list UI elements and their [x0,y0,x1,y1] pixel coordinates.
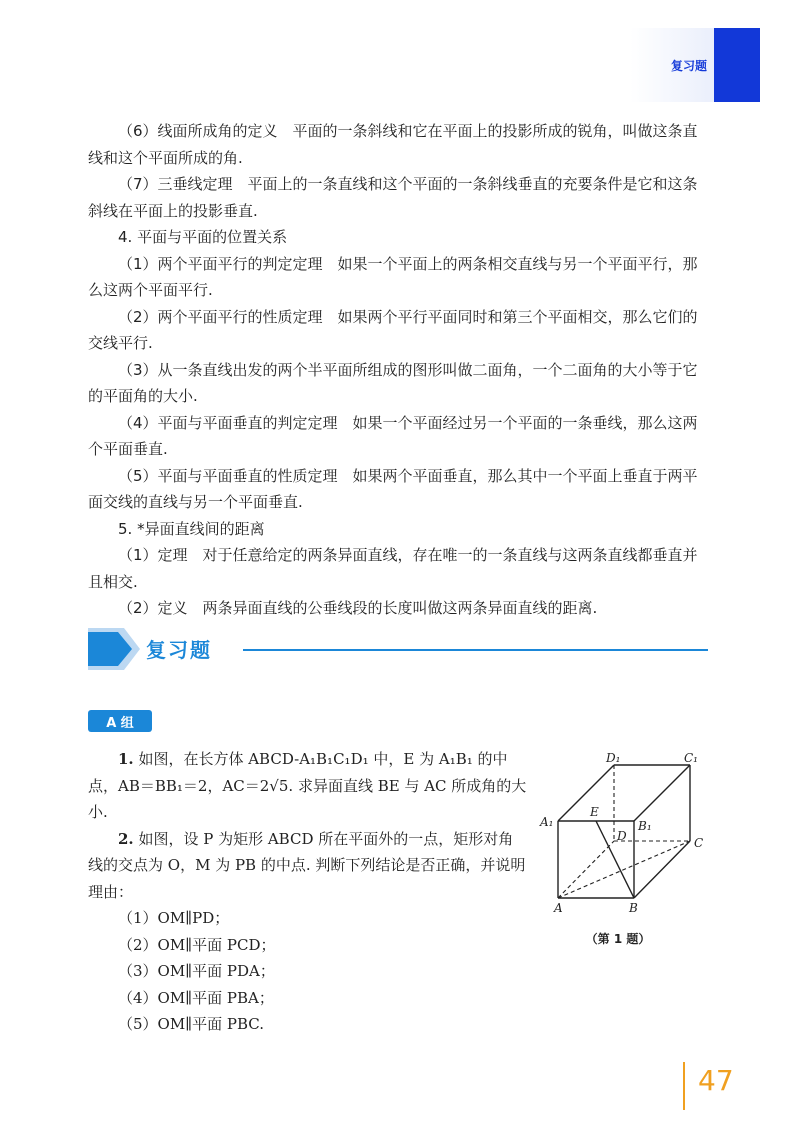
paragraph: （1）两个平面平行的判定定理 如果一个平面上的两条相交直线与另一个平面平行，那么这两个平面平行. [88,254,698,299]
hidden-edge-ad [558,841,614,898]
section-title: 复习题 [146,638,212,662]
label-d1: D₁ [606,751,621,765]
label-b1: B₁ [638,819,652,833]
sub-item: （5）OM∥平面 PBC. [118,1015,265,1033]
section-divider [243,649,708,651]
page-number-divider [683,1062,685,1110]
section-banner [88,628,708,670]
hidden-diagonal-ac [558,841,690,898]
sub-item: （2）OM∥平面 PCD； [118,935,276,954]
problem-text: 如图，在长方体 ABCD-A₁B₁C₁D₁ 中，E 为 A₁B₁ 的中点，AB＝BB₁＝2，AC＝2√5. 求异面直线 BE 与 AC 所成角的大小. [88,750,527,821]
paragraph: （2）两个平面平行的性质定理 如果两个平行平面同时和第三个平面相交，那么它们的交线平行. [88,307,698,352]
cuboid-figure [538,748,718,916]
page-number: 47 [698,1064,734,1097]
problem-text: 如图，设 P 为矩形 ABCD 所在平面外的一点，矩形对角线的交点为 O，M 为 PB 的中点. 判断下列结论是否正确，并说明理由： [88,829,526,901]
paragraph: 4. 平面与平面的位置关系 [118,228,288,246]
label-a: A [554,901,563,915]
group-badge: A 组 [88,710,152,732]
figure-caption: （第 1 题） [585,932,651,946]
paragraph: （4）平面与平面垂直的判定定理 如果一个平面经过另一个平面的一条垂线，那么这两个平面垂直. [88,413,698,458]
label-d: D [617,829,627,843]
paragraph: （3）从一条直线出发的两个半平面所组成的图形叫做二面角，一个二面角的大小等于它的平面角的大小. [88,360,698,405]
paragraph: （1）定理 对于任意给定的两条异面直线，存在唯一的一条直线与这两条直线都垂直并且相交. [88,546,698,591]
sub-item: （1）OM∥PD； [118,909,230,927]
edge-bc [634,841,690,898]
problem-number: 2. [118,829,134,848]
sub-item: （3）OM∥平面 PDA； [118,962,275,980]
label-c1: C₁ [684,751,698,765]
label-b: B [629,901,638,915]
problem-1 [88,746,528,826]
paragraph: （2）定义 两条异面直线的公垂线段的长度叫做这两条异面直线的距离. [118,599,598,617]
sub-item: （4）OM∥平面 PBA； [118,988,274,1007]
problem-list [88,746,528,1038]
problem-2 [88,826,528,906]
paragraph: 5. *异面直线间的距离 [118,519,265,538]
header-section-label: 复习题 [670,58,707,73]
paragraph: （6）线面所成角的定义 平面的一条斜线和它在平面上的投影所成的锐角，叫做这条直线和这个平面所成的角. [88,122,698,167]
problem-number: 1. [118,750,134,768]
segment-be [596,821,634,898]
paragraph: （7）三垂线定理 平面上的一条直线和这个平面的一条斜线垂直的充要条件是它和这条斜线在平面上的投影垂直. [88,175,698,220]
paragraph: （5）平面与平面垂直的性质定理 如果两个平面垂直，那么其中一个平面上垂直于两平面交线的直线与另一个平面垂直. [88,466,698,511]
chevron-right-icon [88,628,140,670]
edge-b1c1 [634,765,690,821]
edge-a1d1 [558,765,614,821]
label-e: E [590,805,599,819]
body-text [88,118,708,622]
label-a1: A₁ [540,815,554,829]
label-c: C [694,836,704,850]
